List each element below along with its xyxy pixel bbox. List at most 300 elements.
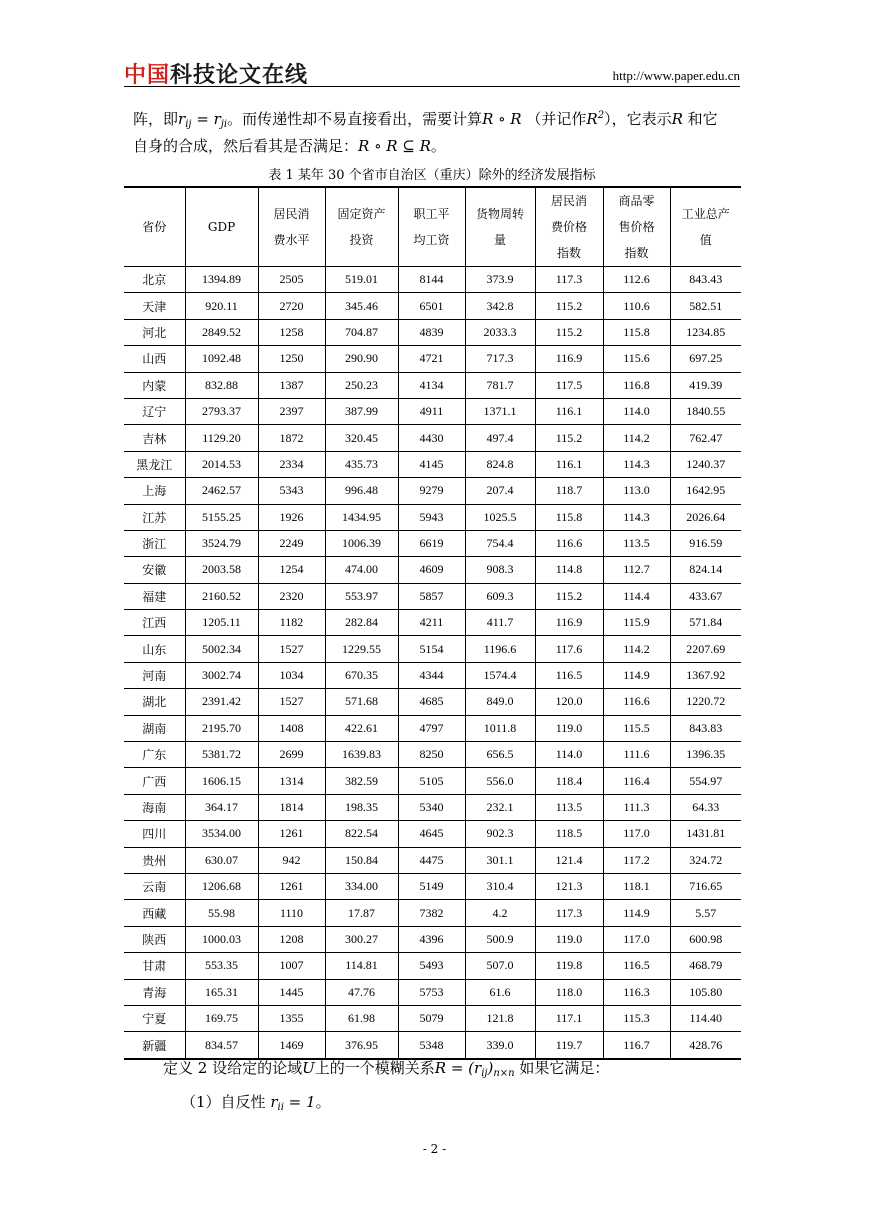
table-row <box>124 794 741 820</box>
value-cell: 115.9 <box>603 610 670 636</box>
value-cell: 1606.15 <box>185 768 258 794</box>
value-cell: 114.0 <box>535 742 603 768</box>
value-cell: 428.76 <box>670 1032 741 1059</box>
province-cell: 湖北 <box>124 689 185 715</box>
value-cell: 754.4 <box>465 530 535 556</box>
definition-text: 定义 2 设给定的论域 <box>163 1059 303 1077</box>
value-cell: 117.0 <box>603 926 670 952</box>
symmetry-equation: $r_{ij} = r_{ji}$ <box>178 110 228 130</box>
province-cell: 山东 <box>124 636 185 662</box>
value-cell: 165.31 <box>185 979 258 1005</box>
value-cell: 762.47 <box>670 425 741 451</box>
value-cell: 114.4 <box>603 583 670 609</box>
table-row <box>124 557 741 583</box>
value-cell: 697.25 <box>670 346 741 372</box>
value-cell: 114.0 <box>603 398 670 424</box>
value-cell: 834.57 <box>185 1032 258 1059</box>
value-cell: 553.97 <box>325 583 398 609</box>
table-row <box>124 451 741 477</box>
transitivity-formula: R ∘ R ⊆ R <box>358 137 431 155</box>
value-cell: 1434.95 <box>325 504 398 530</box>
table-row <box>124 372 741 398</box>
intro-text: 阵，即 <box>133 110 179 128</box>
value-cell: 342.8 <box>465 293 535 319</box>
table-caption: 表 1 某年 30 个省市自治区（重庆）除外的经济发展指标 <box>268 168 596 183</box>
value-cell: 2334 <box>258 451 325 477</box>
value-cell: 4645 <box>398 821 465 847</box>
table-row <box>124 610 741 636</box>
intro-text: 和它 <box>687 110 718 128</box>
value-cell: 2793.37 <box>185 398 258 424</box>
value-cell: 1250 <box>258 346 325 372</box>
column-header: 省份 <box>124 187 185 267</box>
value-cell: 4396 <box>398 926 465 952</box>
value-cell: 61.98 <box>325 1005 398 1031</box>
value-cell: 114.3 <box>603 451 670 477</box>
value-cell: 118.5 <box>535 821 603 847</box>
province-cell: 西藏 <box>124 900 185 926</box>
table-row <box>124 979 741 1005</box>
value-cell: 61.6 <box>465 979 535 1005</box>
table-row <box>124 530 741 556</box>
value-cell: 232.1 <box>465 794 535 820</box>
value-cell: 116.6 <box>603 689 670 715</box>
value-cell: 5105 <box>398 768 465 794</box>
province-cell: 吉林 <box>124 425 185 451</box>
table-row <box>124 478 741 504</box>
value-cell: 1006.39 <box>325 530 398 556</box>
value-cell: 116.4 <box>603 768 670 794</box>
table-row <box>124 425 741 451</box>
value-cell: 301.1 <box>465 847 535 873</box>
value-cell: 4145 <box>398 451 465 477</box>
province-cell: 陕西 <box>124 926 185 952</box>
table-row <box>124 662 741 688</box>
value-cell: 1092.48 <box>185 346 258 372</box>
value-cell: 1814 <box>258 794 325 820</box>
intro-line-2 <box>133 136 743 156</box>
value-cell: 500.9 <box>465 926 535 952</box>
value-cell: 716.65 <box>670 873 741 899</box>
column-header: 居民消 费水平 <box>258 187 325 267</box>
value-cell: 849.0 <box>465 689 535 715</box>
value-cell: 119.8 <box>535 953 603 979</box>
item-text: （1）自反性 <box>181 1093 266 1111</box>
value-cell: 387.99 <box>325 398 398 424</box>
table-row <box>124 1032 741 1059</box>
province-cell: 黑龙江 <box>124 451 185 477</box>
province-cell: 河南 <box>124 662 185 688</box>
value-cell: 111.3 <box>603 794 670 820</box>
value-cell: 2505 <box>258 267 325 293</box>
value-cell: 1387 <box>258 372 325 398</box>
value-cell: 1110 <box>258 900 325 926</box>
table-row <box>124 847 741 873</box>
value-cell: 118.4 <box>535 768 603 794</box>
value-cell: 670.35 <box>325 662 398 688</box>
value-cell: 1872 <box>258 425 325 451</box>
value-cell: 630.07 <box>185 847 258 873</box>
value-cell: 116.5 <box>603 953 670 979</box>
value-cell: 117.0 <box>603 821 670 847</box>
value-cell: 113.0 <box>603 478 670 504</box>
value-cell: 419.39 <box>670 372 741 398</box>
value-cell: 114.3 <box>603 504 670 530</box>
value-cell: 119.7 <box>535 1032 603 1059</box>
value-cell: 6501 <box>398 293 465 319</box>
value-cell: 433.67 <box>670 583 741 609</box>
value-cell: 1408 <box>258 715 325 741</box>
value-cell: 115.8 <box>535 504 603 530</box>
value-cell: 1371.1 <box>465 398 535 424</box>
value-cell: 118.1 <box>603 873 670 899</box>
value-cell: 117.2 <box>603 847 670 873</box>
value-cell: 1355 <box>258 1005 325 1031</box>
value-cell: 2462.57 <box>185 478 258 504</box>
value-cell: 1261 <box>258 873 325 899</box>
value-cell: 1229.55 <box>325 636 398 662</box>
value-cell: 781.7 <box>465 372 535 398</box>
value-cell: 843.83 <box>670 715 741 741</box>
value-cell: 1642.95 <box>670 478 741 504</box>
page-header <box>124 56 740 86</box>
economic-indicators-table <box>124 186 741 1060</box>
value-cell: 4430 <box>398 425 465 451</box>
table-row <box>124 873 741 899</box>
value-cell: 121.8 <box>465 1005 535 1031</box>
composition-formula: R ∘ R <box>482 110 522 128</box>
value-cell: 17.87 <box>325 900 398 926</box>
value-cell: 198.35 <box>325 794 398 820</box>
value-cell: 310.4 <box>465 873 535 899</box>
value-cell: 117.5 <box>535 372 603 398</box>
table-row <box>124 768 741 794</box>
value-cell: 118.7 <box>535 478 603 504</box>
value-cell: 1011.8 <box>465 715 535 741</box>
site-logo <box>124 58 308 89</box>
value-cell: 3002.74 <box>185 662 258 688</box>
table-row <box>124 319 741 345</box>
value-cell: 5857 <box>398 583 465 609</box>
value-cell: 115.5 <box>603 715 670 741</box>
value-cell: 116.3 <box>603 979 670 1005</box>
definition-text: 上的一个模糊关系 <box>314 1059 435 1077</box>
page-number: - 2 - <box>422 1142 447 1156</box>
value-cell: 5348 <box>398 1032 465 1059</box>
table-row <box>124 715 741 741</box>
fuzzy-relation-formula: $R = (r_{ij})_{n\times n}$ <box>434 1059 515 1079</box>
value-cell: 2160.52 <box>185 583 258 609</box>
domain-variable: U <box>302 1059 315 1077</box>
value-cell: 2207.69 <box>670 636 741 662</box>
value-cell: 121.4 <box>535 847 603 873</box>
province-cell: 江西 <box>124 610 185 636</box>
value-cell: 114.2 <box>603 636 670 662</box>
value-cell: 3534.00 <box>185 821 258 847</box>
value-cell: 116.1 <box>535 398 603 424</box>
value-cell: 1527 <box>258 636 325 662</box>
intro-line-1 <box>133 106 743 135</box>
column-header: 职工平 均工资 <box>398 187 465 267</box>
value-cell: 345.46 <box>325 293 398 319</box>
value-cell: 1205.11 <box>185 610 258 636</box>
table-row <box>124 953 741 979</box>
value-cell: 113.5 <box>603 530 670 556</box>
value-cell: 114.8 <box>535 557 603 583</box>
column-header: 商品零 售价格 指数 <box>603 187 670 267</box>
value-cell: 119.0 <box>535 715 603 741</box>
value-cell: 832.88 <box>185 372 258 398</box>
value-cell: 5002.34 <box>185 636 258 662</box>
logo-red-text: 中国 <box>124 63 171 88</box>
value-cell: 1574.4 <box>465 662 535 688</box>
value-cell: 824.14 <box>670 557 741 583</box>
table-row <box>124 742 741 768</box>
value-cell: 5943 <box>398 504 465 530</box>
value-cell: 1240.37 <box>670 451 741 477</box>
value-cell: 656.5 <box>465 742 535 768</box>
value-cell: 112.7 <box>603 557 670 583</box>
value-cell: 9279 <box>398 478 465 504</box>
table-row <box>124 636 741 662</box>
value-cell: 1206.68 <box>185 873 258 899</box>
province-cell: 内蒙 <box>124 372 185 398</box>
value-cell: 5155.25 <box>185 504 258 530</box>
value-cell: 115.3 <box>603 1005 670 1031</box>
reflexivity-item <box>181 1092 791 1118</box>
site-url[interactable]: http://www.paper.edu.cn <box>612 68 740 83</box>
province-cell: 云南 <box>124 873 185 899</box>
value-cell: 114.2 <box>603 425 670 451</box>
table-header-row <box>124 187 741 267</box>
value-cell: 2699 <box>258 742 325 768</box>
value-cell: 4911 <box>398 398 465 424</box>
column-header: 工业总产 值 <box>670 187 741 267</box>
intro-text: ），它表示 <box>604 110 672 128</box>
value-cell: 422.61 <box>325 715 398 741</box>
value-cell: 435.73 <box>325 451 398 477</box>
value-cell: 1258 <box>258 319 325 345</box>
value-cell: 2026.64 <box>670 504 741 530</box>
value-cell: 1445 <box>258 979 325 1005</box>
value-cell: 2195.70 <box>185 715 258 741</box>
province-cell: 青海 <box>124 979 185 1005</box>
value-cell: 300.27 <box>325 926 398 952</box>
value-cell: 717.3 <box>465 346 535 372</box>
value-cell: 519.01 <box>325 267 398 293</box>
value-cell: 116.7 <box>603 1032 670 1059</box>
value-cell: 47.76 <box>325 979 398 1005</box>
value-cell: 116.8 <box>603 372 670 398</box>
r-squared: $R^2$ <box>586 110 605 128</box>
value-cell: 553.35 <box>185 953 258 979</box>
value-cell: 116.5 <box>535 662 603 688</box>
province-cell: 广西 <box>124 768 185 794</box>
value-cell: 582.51 <box>670 293 741 319</box>
table-row <box>124 900 741 926</box>
value-cell: 339.0 <box>465 1032 535 1059</box>
table-row <box>124 267 741 293</box>
value-cell: 1431.81 <box>670 821 741 847</box>
province-cell: 甘肃 <box>124 953 185 979</box>
value-cell: 376.95 <box>325 1032 398 1059</box>
value-cell: 2320 <box>258 583 325 609</box>
value-cell: 908.3 <box>465 557 535 583</box>
value-cell: 6619 <box>398 530 465 556</box>
value-cell: 120.0 <box>535 689 603 715</box>
value-cell: 119.0 <box>535 926 603 952</box>
value-cell: 554.97 <box>670 768 741 794</box>
value-cell: 824.8 <box>465 451 535 477</box>
value-cell: 5381.72 <box>185 742 258 768</box>
value-cell: 1254 <box>258 557 325 583</box>
value-cell: 5340 <box>398 794 465 820</box>
value-cell: 4839 <box>398 319 465 345</box>
value-cell: 114.9 <box>603 662 670 688</box>
value-cell: 2249 <box>258 530 325 556</box>
value-cell: 1261 <box>258 821 325 847</box>
value-cell: 5753 <box>398 979 465 1005</box>
value-cell: 902.3 <box>465 821 535 847</box>
value-cell: 4609 <box>398 557 465 583</box>
value-cell: 64.33 <box>670 794 741 820</box>
value-cell: 111.6 <box>603 742 670 768</box>
value-cell: 1840.55 <box>670 398 741 424</box>
value-cell: 113.5 <box>535 794 603 820</box>
definition-2 <box>163 1058 773 1084</box>
value-cell: 115.2 <box>535 319 603 345</box>
province-cell: 山西 <box>124 346 185 372</box>
value-cell: 411.7 <box>465 610 535 636</box>
column-header: 居民消 费价格 指数 <box>535 187 603 267</box>
table-row <box>124 821 741 847</box>
table-row <box>124 293 741 319</box>
value-cell: 609.3 <box>465 583 535 609</box>
column-header: 货物周转 量 <box>465 187 535 267</box>
value-cell: 117.1 <box>535 1005 603 1031</box>
value-cell: 996.48 <box>325 478 398 504</box>
province-cell: 宁夏 <box>124 1005 185 1031</box>
value-cell: 4134 <box>398 372 465 398</box>
value-cell: 8250 <box>398 742 465 768</box>
value-cell: 556.0 <box>465 768 535 794</box>
value-cell: 4211 <box>398 610 465 636</box>
reflexivity-formula: $r_{ii} = 1$ <box>270 1093 316 1113</box>
province-cell: 福建 <box>124 583 185 609</box>
value-cell: 7382 <box>398 900 465 926</box>
table-row <box>124 1005 741 1031</box>
table-row <box>124 689 741 715</box>
value-cell: 373.9 <box>465 267 535 293</box>
value-cell: 2397 <box>258 398 325 424</box>
value-cell: 1208 <box>258 926 325 952</box>
value-cell: 250.23 <box>325 372 398 398</box>
table-row <box>124 583 741 609</box>
table-row <box>124 504 741 530</box>
value-cell: 571.84 <box>670 610 741 636</box>
value-cell: 116.9 <box>535 610 603 636</box>
value-cell: 843.43 <box>670 267 741 293</box>
value-cell: 8144 <box>398 267 465 293</box>
value-cell: 4721 <box>398 346 465 372</box>
value-cell: 115.2 <box>535 425 603 451</box>
value-cell: 324.72 <box>670 847 741 873</box>
value-cell: 117.3 <box>535 267 603 293</box>
value-cell: 117.6 <box>535 636 603 662</box>
item-text: 。 <box>315 1093 331 1111</box>
value-cell: 169.75 <box>185 1005 258 1031</box>
value-cell: 4685 <box>398 689 465 715</box>
value-cell: 115.2 <box>535 293 603 319</box>
r-symbol: R <box>671 110 683 128</box>
value-cell: 4797 <box>398 715 465 741</box>
value-cell: 1469 <box>258 1032 325 1059</box>
column-header: 固定资产 投资 <box>325 187 398 267</box>
value-cell: 116.9 <box>535 346 603 372</box>
value-cell: 2033.3 <box>465 319 535 345</box>
definition-text: 如果它满足： <box>519 1059 610 1077</box>
intro-text: 自身的合成，然后看其是否满足： <box>133 137 359 155</box>
column-header: GDP <box>185 187 258 267</box>
intro-text: （并记作 <box>526 110 587 128</box>
value-cell: 5493 <box>398 953 465 979</box>
value-cell: 116.1 <box>535 451 603 477</box>
province-cell: 湖南 <box>124 715 185 741</box>
value-cell: 1396.35 <box>670 742 741 768</box>
province-cell: 新疆 <box>124 1032 185 1059</box>
value-cell: 1129.20 <box>185 425 258 451</box>
value-cell: 1639.83 <box>325 742 398 768</box>
value-cell: 55.98 <box>185 900 258 926</box>
value-cell: 571.68 <box>325 689 398 715</box>
value-cell: 1000.03 <box>185 926 258 952</box>
province-cell: 安徽 <box>124 557 185 583</box>
value-cell: 112.6 <box>603 267 670 293</box>
table-row <box>124 398 741 424</box>
header-rule <box>124 86 740 87</box>
value-cell: 2391.42 <box>185 689 258 715</box>
value-cell: 114.9 <box>603 900 670 926</box>
value-cell: 118.0 <box>535 979 603 1005</box>
province-cell: 河北 <box>124 319 185 345</box>
value-cell: 5343 <box>258 478 325 504</box>
value-cell: 110.6 <box>603 293 670 319</box>
province-cell: 江苏 <box>124 504 185 530</box>
value-cell: 1007 <box>258 953 325 979</box>
value-cell: 334.00 <box>325 873 398 899</box>
value-cell: 4475 <box>398 847 465 873</box>
value-cell: 1314 <box>258 768 325 794</box>
value-cell: 1234.85 <box>670 319 741 345</box>
value-cell: 4344 <box>398 662 465 688</box>
value-cell: 497.4 <box>465 425 535 451</box>
value-cell: 5149 <box>398 873 465 899</box>
province-cell: 四川 <box>124 821 185 847</box>
value-cell: 468.79 <box>670 953 741 979</box>
value-cell: 4.2 <box>465 900 535 926</box>
value-cell: 600.98 <box>670 926 741 952</box>
value-cell: 1367.92 <box>670 662 741 688</box>
value-cell: 2003.58 <box>185 557 258 583</box>
value-cell: 114.81 <box>325 953 398 979</box>
province-cell: 广东 <box>124 742 185 768</box>
value-cell: 382.59 <box>325 768 398 794</box>
value-cell: 474.00 <box>325 557 398 583</box>
value-cell: 320.45 <box>325 425 398 451</box>
province-cell: 浙江 <box>124 530 185 556</box>
value-cell: 116.6 <box>535 530 603 556</box>
value-cell: 1182 <box>258 610 325 636</box>
